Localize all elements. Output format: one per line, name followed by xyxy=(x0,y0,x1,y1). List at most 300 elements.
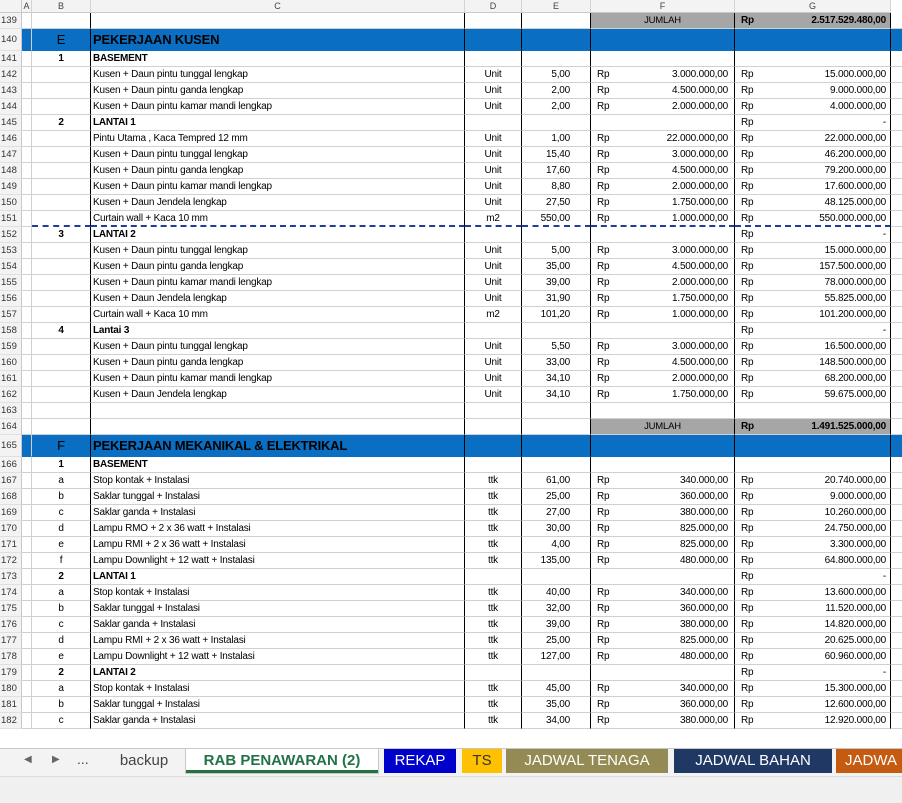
cell-e[interactable]: 550,00 xyxy=(522,211,591,227)
cell-h[interactable] xyxy=(891,403,902,419)
cell-e[interactable] xyxy=(522,51,591,67)
row-number[interactable]: 153 xyxy=(0,243,22,259)
cell-a[interactable] xyxy=(22,505,32,521)
cell-b[interactable] xyxy=(32,179,91,195)
cell-a[interactable] xyxy=(22,211,32,227)
cell-c[interactable]: Kusen + Daun pintu kamar mandi lengkap xyxy=(91,275,465,291)
cell-f[interactable] xyxy=(591,195,735,211)
cell-d[interactable] xyxy=(465,435,522,457)
cell-a[interactable] xyxy=(22,537,32,553)
cell-b[interactable]: 2 xyxy=(32,115,91,131)
cell-d[interactable] xyxy=(465,403,522,419)
cell-h[interactable] xyxy=(891,355,902,371)
cell-c[interactable]: Saklar tunggal + Instalasi xyxy=(91,601,465,617)
cell-c[interactable]: Stop kontak + Instalasi xyxy=(91,681,465,697)
cell-d[interactable]: ttk xyxy=(465,697,522,713)
cell-b[interactable] xyxy=(32,259,91,275)
cell-h[interactable] xyxy=(891,275,902,291)
cell-g[interactable] xyxy=(735,435,891,457)
cell-d[interactable]: ttk xyxy=(465,473,522,489)
cell-c[interactable]: PEKERJAAN KUSEN xyxy=(91,29,465,51)
cell-c[interactable] xyxy=(91,419,465,435)
cell-f[interactable] xyxy=(591,99,735,115)
cell-f[interactable] xyxy=(591,537,735,553)
row-number[interactable]: 177 xyxy=(0,633,22,649)
cell-f[interactable] xyxy=(591,291,735,307)
cell-a[interactable] xyxy=(22,227,32,243)
cell-c[interactable]: LANTAI 2 xyxy=(91,227,465,243)
cell-d[interactable] xyxy=(465,227,522,243)
row-number[interactable]: 179 xyxy=(0,665,22,681)
cell-a[interactable] xyxy=(22,633,32,649)
cell-e[interactable]: 34,00 xyxy=(522,713,591,729)
cell-e[interactable] xyxy=(522,13,591,29)
cell-g[interactable] xyxy=(735,307,891,323)
cell-c[interactable]: LANTAI 1 xyxy=(91,115,465,131)
row-number[interactable]: 178 xyxy=(0,649,22,665)
cell-g[interactable] xyxy=(735,339,891,355)
cell-c[interactable]: Saklar ganda + Instalasi xyxy=(91,713,465,729)
cell-c[interactable]: Pintu Utama , Kaca Tempred 12 mm xyxy=(91,131,465,147)
cell-b[interactable] xyxy=(32,99,91,115)
cell-e[interactable]: 5,00 xyxy=(522,67,591,83)
cell-h[interactable] xyxy=(891,713,902,729)
row-number[interactable]: 160 xyxy=(0,355,22,371)
cell-a[interactable] xyxy=(22,275,32,291)
row-number[interactable]: 162 xyxy=(0,387,22,403)
cell-g[interactable] xyxy=(735,403,891,419)
cell-h[interactable] xyxy=(891,83,902,99)
cell-e[interactable]: 30,00 xyxy=(522,521,591,537)
cell-h[interactable] xyxy=(891,371,902,387)
cell-b[interactable] xyxy=(32,147,91,163)
cell-h[interactable] xyxy=(891,601,902,617)
cell-b[interactable]: 4 xyxy=(32,323,91,339)
row-number[interactable]: 164 xyxy=(0,419,22,435)
cell-e[interactable] xyxy=(522,29,591,51)
column-header-b[interactable]: B xyxy=(32,0,91,13)
row-number[interactable]: 166 xyxy=(0,457,22,473)
row-number[interactable]: 152 xyxy=(0,227,22,243)
more-tabs-button[interactable]: ... xyxy=(77,751,89,767)
column-header-a[interactable]: A xyxy=(22,0,32,13)
cell-g[interactable] xyxy=(735,489,891,505)
row-number[interactable]: 165 xyxy=(0,435,22,457)
cell-a[interactable] xyxy=(22,131,32,147)
cell-a[interactable] xyxy=(22,617,32,633)
cell-b[interactable]: 2 xyxy=(32,665,91,681)
cell-a[interactable] xyxy=(22,163,32,179)
cell-h[interactable] xyxy=(891,307,902,323)
cell-e[interactable]: 39,00 xyxy=(522,275,591,291)
cell-e[interactable]: 35,00 xyxy=(522,259,591,275)
cell-h[interactable] xyxy=(891,537,902,553)
cell-g[interactable] xyxy=(735,291,891,307)
cell-c[interactable]: LANTAI 2 xyxy=(91,665,465,681)
cell-d[interactable]: Unit xyxy=(465,83,522,99)
cell-d[interactable]: Unit xyxy=(465,195,522,211)
cell-f[interactable] xyxy=(591,355,735,371)
cell-b[interactable] xyxy=(32,355,91,371)
cell-h[interactable] xyxy=(891,131,902,147)
cell-g[interactable] xyxy=(735,419,891,435)
cell-b[interactable] xyxy=(32,195,91,211)
cell-f[interactable] xyxy=(591,259,735,275)
cell-g[interactable] xyxy=(735,163,891,179)
cell-e[interactable]: 25,00 xyxy=(522,633,591,649)
cell-a[interactable] xyxy=(22,457,32,473)
cell-e[interactable]: 5,50 xyxy=(522,339,591,355)
cell-c[interactable] xyxy=(91,403,465,419)
row-number[interactable]: 173 xyxy=(0,569,22,585)
row-number[interactable]: 181 xyxy=(0,697,22,713)
cell-g[interactable] xyxy=(735,211,891,227)
cell-h[interactable] xyxy=(891,387,902,403)
cell-c[interactable]: PEKERJAAN MEKANIKAL & ELEKTRIKAL xyxy=(91,435,465,457)
cell-h[interactable] xyxy=(891,649,902,665)
cell-f[interactable] xyxy=(591,681,735,697)
column-header-d[interactable]: D xyxy=(465,0,522,13)
cell-c[interactable]: Saklar ganda + Instalasi xyxy=(91,505,465,521)
cell-e[interactable] xyxy=(522,115,591,131)
cell-g[interactable] xyxy=(735,227,891,243)
cell-f[interactable] xyxy=(591,697,735,713)
cell-f[interactable] xyxy=(591,211,735,227)
cell-b[interactable]: F xyxy=(32,435,91,457)
cell-f[interactable] xyxy=(591,505,735,521)
cell-g[interactable] xyxy=(735,147,891,163)
cell-a[interactable] xyxy=(22,601,32,617)
row-number[interactable]: 172 xyxy=(0,553,22,569)
cell-d[interactable]: ttk xyxy=(465,521,522,537)
cell-a[interactable] xyxy=(22,99,32,115)
cell-c[interactable]: Lampu Downlight + 12 watt + Instalasi xyxy=(91,649,465,665)
cell-a[interactable] xyxy=(22,403,32,419)
cell-f[interactable] xyxy=(591,489,735,505)
cell-d[interactable]: Unit xyxy=(465,99,522,115)
sheet-tab-rab-penawaran-2[interactable]: RAB PENAWARAN (2) xyxy=(186,749,378,773)
cell-f[interactable] xyxy=(591,435,735,457)
cell-a[interactable] xyxy=(22,569,32,585)
cell-e[interactable]: 1,00 xyxy=(522,131,591,147)
cell-a[interactable] xyxy=(22,51,32,67)
cell-h[interactable] xyxy=(891,51,902,67)
row-number[interactable]: 141 xyxy=(0,51,22,67)
cell-d[interactable]: ttk xyxy=(465,713,522,729)
cell-h[interactable] xyxy=(891,323,902,339)
cell-f[interactable] xyxy=(591,227,735,243)
cell-f[interactable] xyxy=(591,83,735,99)
cell-c[interactable]: Curtain wall + Kaca 10 mm xyxy=(91,211,465,227)
cell-f[interactable] xyxy=(591,553,735,569)
cell-e[interactable]: 8,80 xyxy=(522,179,591,195)
row-number[interactable]: 176 xyxy=(0,617,22,633)
cell-b[interactable]: f xyxy=(32,553,91,569)
tab-scroll-left-icon[interactable]: ◀ xyxy=(24,754,32,765)
cell-b[interactable] xyxy=(32,163,91,179)
cell-d[interactable]: ttk xyxy=(465,601,522,617)
column-header-c[interactable]: C xyxy=(91,0,465,13)
sheet-tab-backup[interactable]: backup xyxy=(104,749,184,773)
cell-h[interactable] xyxy=(891,147,902,163)
sheet-tab-jadwal-bahan[interactable]: JADWAL BAHAN xyxy=(674,749,832,773)
cell-d[interactable]: Unit xyxy=(465,179,522,195)
cell-e[interactable]: 101,20 xyxy=(522,307,591,323)
cell-f[interactable] xyxy=(591,147,735,163)
row-number[interactable]: 145 xyxy=(0,115,22,131)
cell-g[interactable] xyxy=(735,13,891,29)
cell-d[interactable] xyxy=(465,51,522,67)
cell-f[interactable] xyxy=(591,617,735,633)
cell-b[interactable] xyxy=(32,243,91,259)
cell-d[interactable]: ttk xyxy=(465,633,522,649)
cell-e[interactable]: 27,50 xyxy=(522,195,591,211)
cell-d[interactable]: Unit xyxy=(465,163,522,179)
cell-b[interactable]: b xyxy=(32,601,91,617)
cell-d[interactable]: Unit xyxy=(465,371,522,387)
cell-b[interactable]: b xyxy=(32,489,91,505)
cell-f[interactable] xyxy=(591,521,735,537)
cell-b[interactable] xyxy=(32,13,91,29)
cell-e[interactable]: 15,40 xyxy=(522,147,591,163)
cell-b[interactable] xyxy=(32,291,91,307)
cell-a[interactable] xyxy=(22,387,32,403)
cell-g[interactable] xyxy=(735,275,891,291)
cell-f[interactable] xyxy=(591,387,735,403)
cell-f[interactable] xyxy=(591,665,735,681)
column-header-f[interactable]: F xyxy=(591,0,735,13)
cell-f[interactable] xyxy=(591,67,735,83)
row-number[interactable]: 163 xyxy=(0,403,22,419)
cell-h[interactable] xyxy=(891,29,902,51)
cell-a[interactable] xyxy=(22,259,32,275)
cell-e[interactable]: 127,00 xyxy=(522,649,591,665)
cell-b[interactable] xyxy=(32,371,91,387)
cell-c[interactable]: Lampu RMO + 2 x 36 watt + Instalasi xyxy=(91,521,465,537)
cell-b[interactable] xyxy=(32,211,91,227)
sheet-tab-jadwal-tenaga[interactable]: JADWAL TENAGA xyxy=(506,749,668,773)
cell-g[interactable] xyxy=(735,51,891,67)
cell-d[interactable]: ttk xyxy=(465,681,522,697)
cell-d[interactable]: m2 xyxy=(465,211,522,227)
row-number[interactable]: 167 xyxy=(0,473,22,489)
cell-h[interactable] xyxy=(891,227,902,243)
cell-b[interactable] xyxy=(32,83,91,99)
cell-e[interactable]: 4,00 xyxy=(522,537,591,553)
cell-a[interactable] xyxy=(22,115,32,131)
cell-d[interactable]: Unit xyxy=(465,291,522,307)
cell-g[interactable] xyxy=(735,473,891,489)
cell-f[interactable] xyxy=(591,51,735,67)
row-number[interactable]: 156 xyxy=(0,291,22,307)
cell-d[interactable] xyxy=(465,115,522,131)
cell-a[interactable] xyxy=(22,649,32,665)
cell-e[interactable] xyxy=(522,569,591,585)
cell-f[interactable] xyxy=(591,569,735,585)
cell-e[interactable]: 5,00 xyxy=(522,243,591,259)
row-number[interactable]: 182 xyxy=(0,713,22,729)
row-number[interactable]: 155 xyxy=(0,275,22,291)
cell-a[interactable] xyxy=(22,67,32,83)
cell-e[interactable]: 17,60 xyxy=(522,163,591,179)
row-number[interactable]: 161 xyxy=(0,371,22,387)
cell-g[interactable] xyxy=(735,259,891,275)
cell-h[interactable] xyxy=(891,585,902,601)
cell-g[interactable] xyxy=(735,505,891,521)
cell-g[interactable] xyxy=(735,179,891,195)
cell-d[interactable]: Unit xyxy=(465,259,522,275)
cell-a[interactable] xyxy=(22,419,32,435)
cell-f[interactable] xyxy=(591,307,735,323)
row-number[interactable]: 148 xyxy=(0,163,22,179)
cell-c[interactable]: Kusen + Daun pintu tunggal lengkap xyxy=(91,147,465,163)
cell-b[interactable]: e xyxy=(32,649,91,665)
cell-f[interactable] xyxy=(591,179,735,195)
cell-d[interactable] xyxy=(465,13,522,29)
cell-h[interactable] xyxy=(891,457,902,473)
cell-a[interactable] xyxy=(22,681,32,697)
cell-g[interactable] xyxy=(735,67,891,83)
sheet-tab-jadwa[interactable]: JADWA xyxy=(836,749,902,773)
cell-h[interactable] xyxy=(891,569,902,585)
row-number[interactable]: 169 xyxy=(0,505,22,521)
cell-c[interactable]: Lampu RMI + 2 x 36 watt + Instalasi xyxy=(91,633,465,649)
cell-e[interactable] xyxy=(522,323,591,339)
cell-c[interactable]: Lantai 3 xyxy=(91,323,465,339)
cell-h[interactable] xyxy=(891,681,902,697)
cell-c[interactable]: Stop kontak + Instalasi xyxy=(91,585,465,601)
cell-h[interactable] xyxy=(891,259,902,275)
cell-b[interactable] xyxy=(32,275,91,291)
cell-g[interactable] xyxy=(735,387,891,403)
cell-a[interactable] xyxy=(22,307,32,323)
cell-d[interactable]: ttk xyxy=(465,585,522,601)
cell-b[interactable] xyxy=(32,403,91,419)
cell-b[interactable]: 1 xyxy=(32,51,91,67)
cell-e[interactable] xyxy=(522,403,591,419)
cell-c[interactable]: LANTAI 1 xyxy=(91,569,465,585)
cell-g[interactable] xyxy=(735,681,891,697)
cell-a[interactable] xyxy=(22,339,32,355)
cell-c[interactable]: Saklar ganda + Instalasi xyxy=(91,617,465,633)
cell-a[interactable] xyxy=(22,195,32,211)
row-number[interactable]: 159 xyxy=(0,339,22,355)
cell-h[interactable] xyxy=(891,665,902,681)
row-number[interactable]: 150 xyxy=(0,195,22,211)
cell-f[interactable] xyxy=(591,649,735,665)
cell-c[interactable] xyxy=(91,13,465,29)
cell-e[interactable]: 35,00 xyxy=(522,697,591,713)
cell-e[interactable] xyxy=(522,419,591,435)
cell-c[interactable]: Kusen + Daun Jendela lengkap xyxy=(91,195,465,211)
cell-h[interactable] xyxy=(891,195,902,211)
cell-h[interactable] xyxy=(891,13,902,29)
cell-e[interactable]: 31,90 xyxy=(522,291,591,307)
cell-g[interactable] xyxy=(735,457,891,473)
cell-h[interactable] xyxy=(891,291,902,307)
cell-b[interactable]: c xyxy=(32,505,91,521)
cell-e[interactable]: 39,00 xyxy=(522,617,591,633)
cell-d[interactable] xyxy=(465,457,522,473)
cell-e[interactable]: 34,10 xyxy=(522,387,591,403)
cell-d[interactable]: Unit xyxy=(465,275,522,291)
row-number[interactable]: 144 xyxy=(0,99,22,115)
cell-h[interactable] xyxy=(891,163,902,179)
cell-e[interactable]: 40,00 xyxy=(522,585,591,601)
cell-f[interactable] xyxy=(591,713,735,729)
cell-f[interactable] xyxy=(591,323,735,339)
cell-c[interactable]: Saklar tunggal + Instalasi xyxy=(91,697,465,713)
cell-b[interactable]: a xyxy=(32,473,91,489)
cell-h[interactable] xyxy=(891,435,902,457)
cell-a[interactable] xyxy=(22,371,32,387)
cell-b[interactable]: e xyxy=(32,537,91,553)
cell-h[interactable] xyxy=(891,617,902,633)
cell-g[interactable] xyxy=(735,697,891,713)
cell-h[interactable] xyxy=(891,99,902,115)
cell-c[interactable]: Lampu Downlight + 12 watt + Instalasi xyxy=(91,553,465,569)
cell-f[interactable] xyxy=(591,131,735,147)
cell-f[interactable] xyxy=(591,457,735,473)
cell-b[interactable] xyxy=(32,67,91,83)
cell-a[interactable] xyxy=(22,697,32,713)
cell-a[interactable] xyxy=(22,83,32,99)
row-number[interactable]: 147 xyxy=(0,147,22,163)
cell-d[interactable]: Unit xyxy=(465,147,522,163)
cell-f[interactable] xyxy=(591,633,735,649)
cell-b[interactable]: d xyxy=(32,521,91,537)
cell-c[interactable]: Kusen + Daun pintu ganda lengkap xyxy=(91,83,465,99)
cell-c[interactable]: Kusen + Daun pintu ganda lengkap xyxy=(91,259,465,275)
cell-f[interactable] xyxy=(591,115,735,131)
row-number[interactable]: 174 xyxy=(0,585,22,601)
cell-c[interactable]: Kusen + Daun pintu tunggal lengkap xyxy=(91,67,465,83)
cell-c[interactable]: Kusen + Daun pintu kamar mandi lengkap xyxy=(91,179,465,195)
cell-e[interactable]: 45,00 xyxy=(522,681,591,697)
cell-b[interactable]: a xyxy=(32,585,91,601)
cell-e[interactable] xyxy=(522,457,591,473)
row-number[interactable]: 158 xyxy=(0,323,22,339)
cell-e[interactable]: 25,00 xyxy=(522,489,591,505)
cell-d[interactable]: m2 xyxy=(465,307,522,323)
cell-f[interactable]: JUMLAH xyxy=(591,13,735,29)
cell-a[interactable] xyxy=(22,585,32,601)
cell-e[interactable]: 34,10 xyxy=(522,371,591,387)
cell-a[interactable] xyxy=(22,243,32,259)
cell-g[interactable] xyxy=(735,131,891,147)
cell-c[interactable]: Kusen + Daun Jendela lengkap xyxy=(91,291,465,307)
cell-d[interactable] xyxy=(465,665,522,681)
cell-g[interactable] xyxy=(735,649,891,665)
cell-f[interactable]: JUMLAH xyxy=(591,419,735,435)
cell-c[interactable]: Curtain wall + Kaca 10 mm xyxy=(91,307,465,323)
cell-h[interactable] xyxy=(891,505,902,521)
cell-a[interactable] xyxy=(22,291,32,307)
cell-d[interactable]: ttk xyxy=(465,617,522,633)
cell-e[interactable]: 2,00 xyxy=(522,83,591,99)
column-header-g[interactable]: G xyxy=(735,0,891,13)
cell-g[interactable] xyxy=(735,83,891,99)
cell-a[interactable] xyxy=(22,13,32,29)
cell-b[interactable]: c xyxy=(32,617,91,633)
cell-a[interactable] xyxy=(22,489,32,505)
cell-g[interactable] xyxy=(735,115,891,131)
cell-f[interactable] xyxy=(591,243,735,259)
cell-g[interactable] xyxy=(735,371,891,387)
row-number[interactable]: 171 xyxy=(0,537,22,553)
tab-scroll-right-icon[interactable]: ▶ xyxy=(52,754,60,765)
cell-a[interactable] xyxy=(22,179,32,195)
